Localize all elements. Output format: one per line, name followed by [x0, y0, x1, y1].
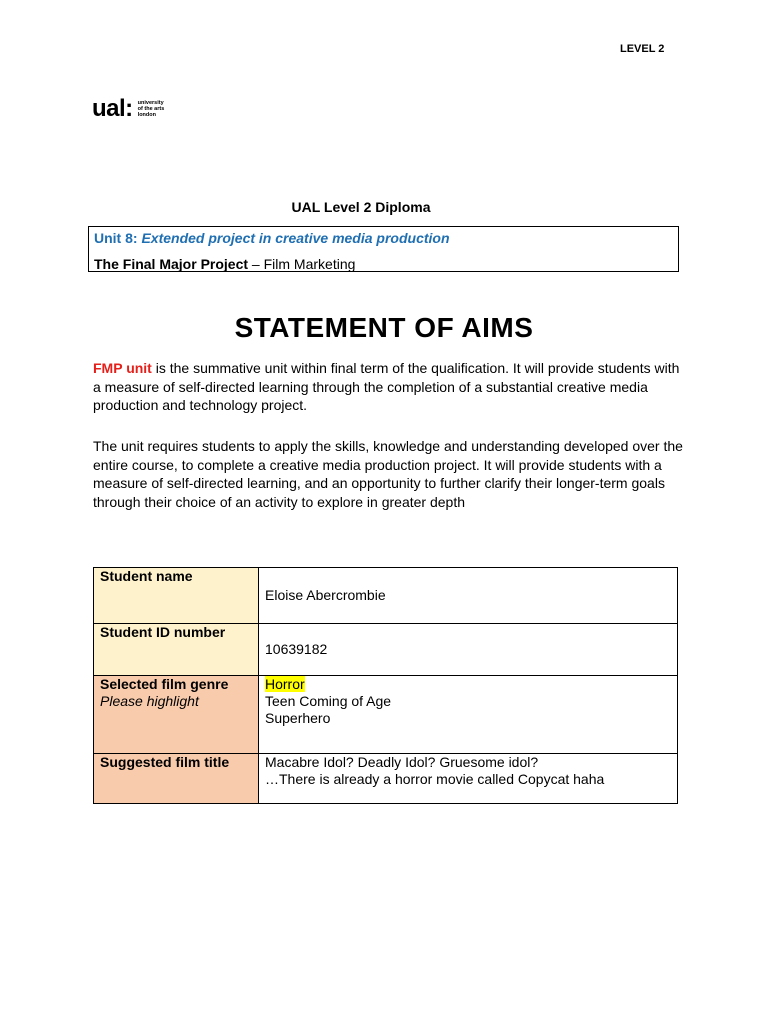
ual-logo: [92, 97, 164, 121]
student-id-label: Student ID number: [94, 624, 259, 676]
genre-teen: Teen Coming of Age: [265, 693, 392, 709]
genre-options: [259, 676, 678, 754]
student-info-table: [93, 567, 678, 804]
logo-mark: ual:: [92, 95, 133, 122]
film-title-label: Suggested film title: [94, 754, 259, 804]
level-label: LEVEL 2: [620, 43, 665, 55]
table-row: [94, 676, 678, 754]
genre-superhero: Superhero: [265, 710, 331, 726]
genre-hint: Please highlight: [100, 693, 199, 709]
student-name-value: Eloise Abercrombie: [259, 568, 678, 624]
fmp-suffix: – Film Marketing: [251, 256, 356, 272]
paragraph-requirements: The unit requires students to apply the skills, knowledge and understanding developed over the entire course, to complete a creative media production project. It will provide students with a measure of self-directed learning, and an opportunity to further clarify their longer-term goals through their choice of an activity to explore in greater depth: [93, 438, 683, 510]
film-title-value: [259, 754, 678, 804]
unit-title: Extended project in creative media production: [141, 230, 450, 246]
genre-horror: Horror: [265, 676, 305, 692]
page-heading: STATEMENT OF AIMS: [234, 312, 534, 343]
logo-text: university of the arts london: [137, 100, 165, 118]
paragraph-fmp: [93, 359, 683, 415]
unit-line: [94, 229, 673, 248]
table-row: [94, 624, 678, 676]
unit-box: [88, 226, 679, 272]
fmp-label: The Final Major Project: [94, 256, 249, 272]
genre-label-cell: [94, 676, 259, 754]
film-title-line1: Macabre Idol? Deadly Idol? Gruesome idol?: [265, 754, 539, 770]
student-id-value: 10639182: [259, 624, 678, 676]
fmp-line: [94, 255, 673, 274]
paragraph-fmp-text: is the summative unit within final term of the qualification. It will provide students with a measure of self-directed learning through the completion of a substantial creative media production and technology project.: [93, 360, 680, 413]
table-row: [94, 754, 678, 804]
diploma-title: UAL Level 2 Diploma: [291, 199, 431, 215]
film-title-line2: …There is already a horror movie called Copycat haha: [265, 771, 605, 787]
table-row: [94, 568, 678, 624]
unit-label: Unit 8:: [94, 230, 138, 246]
fmp-unit-highlight: FMP unit: [93, 360, 152, 376]
genre-label: Selected film genre: [100, 676, 229, 692]
student-name-label: Student name: [94, 568, 259, 624]
